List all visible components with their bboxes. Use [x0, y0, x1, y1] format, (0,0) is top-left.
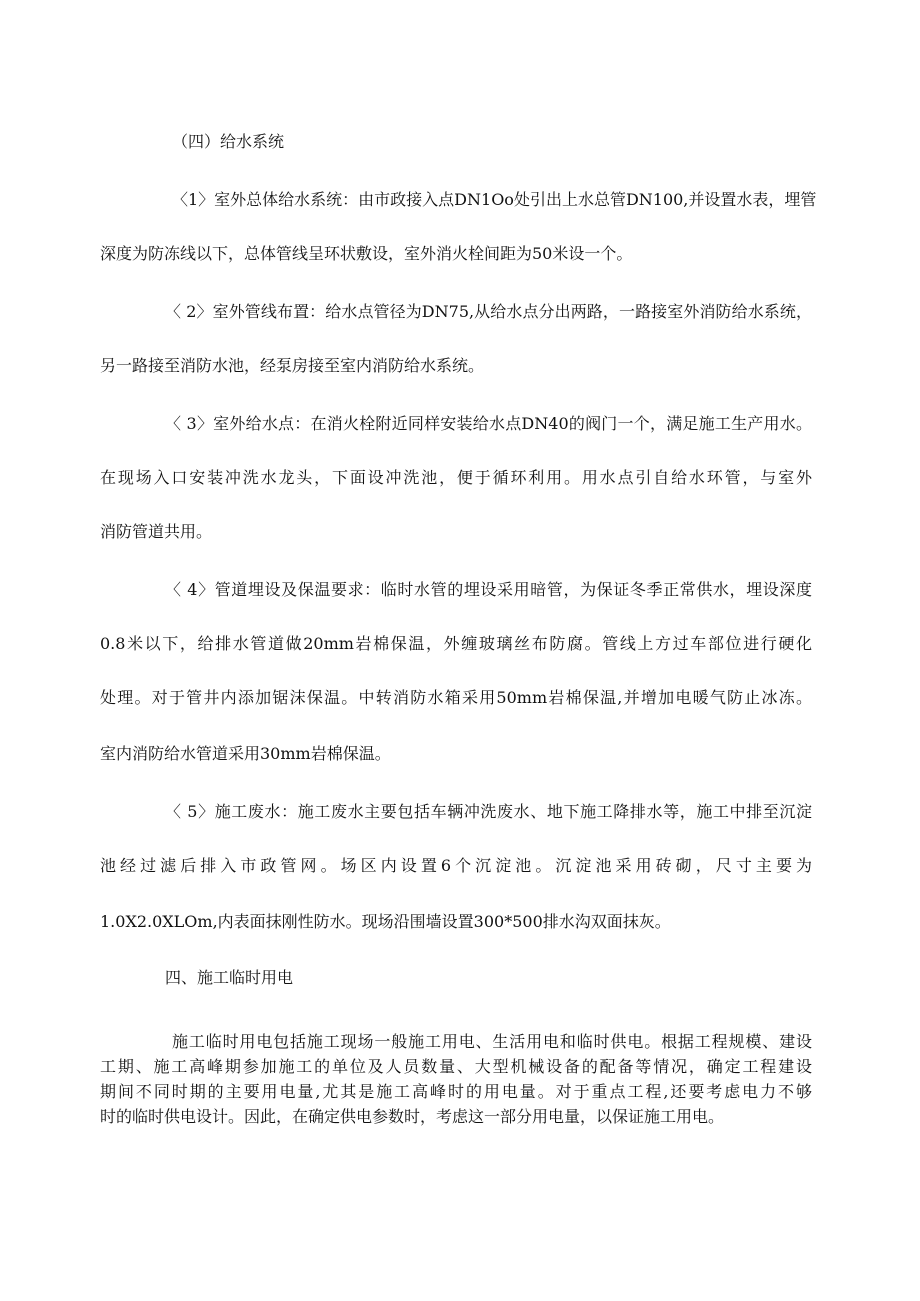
paragraph-3-line-2: 在现场入口安装冲洗水龙头，下面设冲洗池，便于循环利用。用水点引自给水环管，与室外 [100, 468, 812, 487]
paragraph-2-line-1: 〈 2〉室外管线布置：给水点管径为DN75,从给水点分出两路，一路接室外消防给水系统， [165, 302, 812, 321]
paragraph-5-line-2: 池经过滤后排入市政管网。场区内设置6个沉淀池。沉淀池采用砖砌，尺寸主要为 [100, 856, 812, 875]
paragraph-6-line-4: 时的临时供电设计。因此，在确定供电参数时，考虑这一部分用电量，以保证施工用电。 [100, 1107, 725, 1126]
paragraph-6-line-3: 期间不同时期的主要用电量,尤其是施工高峰时的用电量。对于重点工程,还要考虑电力不够 [100, 1082, 812, 1101]
paragraph-3-line-3: 消防管道共用。 [100, 522, 213, 541]
paragraph-6-line-2: 工期、施工高峰期参加施工的单位及人员数量、大型机械设备的配备等情况，确定工程建设 [100, 1057, 812, 1076]
paragraph-2-line-2: 另一路接至消防水池，经泵房接至室内消防给水系统。 [100, 356, 485, 375]
section-title: （四）给水系统 [172, 132, 285, 151]
paragraph-4-line-3: 处理。对于管井内添加锯沫保温。中转消防水箱采用50mm岩棉保温,并增加电暖气防止冰冻。 [100, 688, 812, 707]
paragraph-1-line-1: 〈1〉室外总体给水系统：由市政接入点DN1Oo处引出上水总管DN100,并设置水表，埋管 [172, 190, 817, 209]
paragraph-3-line-1: 〈 3〉室外给水点：在消火栓附近同样安装给水点DN40的阀门一个，满足施工生产用水。 [165, 414, 812, 433]
paragraph-4-line-4: 室内消防给水管道采用30mm岩棉保温。 [100, 744, 391, 763]
paragraph-4-line-1: 〈 4〉管道埋设及保温要求：临时水管的埋设采用暗管，为保证冬季正常供水，埋设深度 [165, 580, 812, 599]
paragraph-5-line-3: 1.0X2.0XLOm,内表面抹刚性防水。现场沿围墙设置300*500排水沟双面抹灰。 [100, 912, 671, 931]
paragraph-4-line-2: 0.8米以下，给排水管道做20mm岩棉保温，外缠玻璃丝布防腐。管线上方过车部位进行硬化 [100, 634, 812, 653]
section-heading-4: 四、施工临时用电 [165, 968, 294, 987]
paragraph-5-line-1: 〈 5〉施工废水：施工废水主要包括车辆冲洗废水、地下施工降排水等，施工中排至沉淀 [165, 802, 812, 821]
paragraph-1-line-2: 深度为防冻线以下，总体管线呈环状敷设，室外消火栓间距为50米设一个。 [100, 244, 633, 263]
paragraph-6-line-1: 施工临时用电包括施工现场一般施工用电、生活用电和临时供电。根据工程规模、建设 [172, 1032, 812, 1051]
